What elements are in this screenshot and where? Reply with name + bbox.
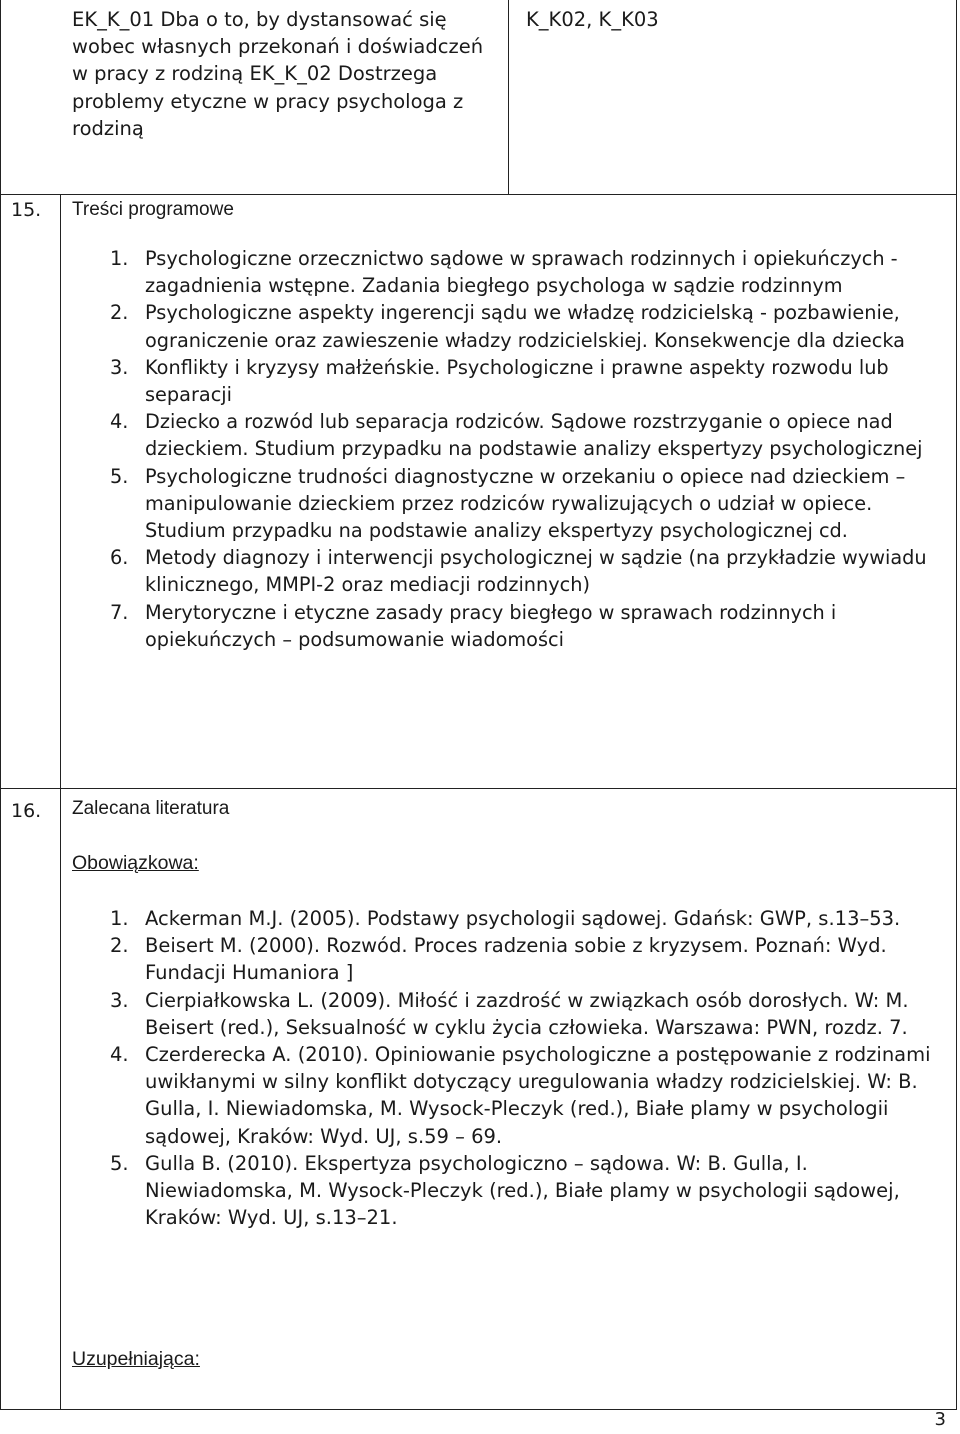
list-item [110, 987, 945, 1041]
list-item [110, 599, 940, 653]
list-item-number: 5. [110, 1151, 129, 1175]
list-item [110, 544, 940, 598]
list-item-number: 5. [110, 464, 129, 488]
list-item [110, 245, 940, 299]
list-item-number: 1. [110, 247, 129, 270]
table-row-divider-16 [0, 788, 957, 789]
table-border-bottom [0, 1409, 957, 1410]
list-item-number: 6. [110, 546, 129, 570]
table-border-left [0, 0, 1, 1410]
list-item [110, 408, 940, 462]
list-item-number: 1. [110, 907, 129, 930]
effect-codes-text: K_K02, K_K03 [526, 8, 659, 31]
list-item-text: Metody diagnozy i interwencji psychologicznej w sądzie (na przykładzie wywiadu klinicznego, MMPI-2 oraz mediacji rodzinnych) [145, 546, 927, 597]
page-number: 3 [934, 1409, 946, 1430]
list-item-number: 7. [110, 600, 129, 624]
list-item-number: 2. [110, 934, 129, 958]
table-border-right [956, 0, 957, 1410]
table-border-number-column [60, 195, 61, 1410]
list-item-text: Psychologiczne orzecznictwo sądowe w sprawach rodzinnych i opiekuńczych - zagadnienia wstępne. Zadania biegłego psychologa w sądzie rodzinnym [145, 247, 898, 298]
section-number-16: 16. [11, 800, 42, 822]
section-title-15: Treści programowe [72, 199, 234, 220]
table-border-codes-column [508, 0, 509, 195]
list-item-text: Beisert M. (2000). Rozwód. Proces radzenia sobie z kryzysem. Poznań: Wyd. Fundacji Humaniora ] [145, 934, 887, 985]
section-number-15: 15. [11, 199, 42, 221]
list-item [110, 932, 945, 986]
list-item-number: 3. [110, 355, 129, 379]
list-item-number: 4. [110, 410, 129, 434]
list-item-text: Dziecko a rozwód lub separacja rodziców. Sądowe rozstrzyganie o opiece nad dzieckiem. Studium przypadku na podstawie analizy ekspertyzy psychologicznej [145, 410, 923, 461]
supplementary-literature-label: Uzupełniająca: [72, 1348, 200, 1370]
list-item [110, 463, 940, 545]
list-item-text: Konflikty i kryzysy małżeńskie. Psychologiczne i prawne aspekty rozwodu lub separacji [145, 355, 889, 407]
learning-effects-text: EK_K_01 Dba o to, by dystansować się wobec własnych przekonań i doświadczeń w pracy z rodziną EK_K_02 Dostrzega problemy etyczne w pracy psychologa z rodziną [72, 8, 484, 140]
list-item-text: Psychologiczne trudności diagnostyczne w orzekaniu o opiece nad dzieckiem – manipulowanie dzieckiem przez rodziców rywalizujących o udział w opiece. Studium przypadku na podstawie analizy ekspertyzy psychologicznej cd. [145, 464, 906, 543]
list-item-text: Gulla B. (2010). Ekspertyza psychologiczno – sądowa. W: B. Gulla, I. Niewiadomska, M. Wysock-Pleczyk (red.), Białe plamy w psychologii sądowej, Kraków: Wyd. UJ, s.13–21. [145, 1151, 900, 1230]
table-row-divider-15 [0, 194, 957, 195]
required-literature-list [110, 905, 945, 1231]
section-title-16: Zalecana literatura [72, 798, 230, 819]
required-literature-label: Obowiązkowa: [72, 852, 199, 874]
list-item [110, 1150, 945, 1232]
list-item-text: Merytoryczne i etyczne zasady pracy biegłego w sprawach rodzinnych i opiekuńczych – podsumowanie wiadomości [145, 600, 837, 651]
program-content-list [110, 245, 940, 653]
list-item [110, 354, 940, 408]
list-item [110, 1041, 945, 1150]
list-item-number: 4. [110, 1043, 129, 1067]
list-item-text: Psychologiczne aspekty ingerencji sądu we władzę rodzicielską - pozbawienie, ograniczenie oraz zawieszenie władzy rodzicielskiej. Konsekwencje dla dziecka [145, 301, 905, 352]
list-item [110, 299, 940, 353]
list-item-number: 3. [110, 988, 129, 1012]
list-item-number: 2. [110, 301, 129, 325]
list-item-text: Ackerman M.J. (2005). Podstawy psychologii sądowej. Gdańsk: GWP, s.13–53. [145, 907, 901, 930]
list-item-text: Cierpiałkowska L. (2009). Miłość i zazdrość w związkach osób dorosłych. W: M. Beisert (red.), Seksualność w cyklu życia człowieka. Warszawa: PWN, rozdz. 7. [145, 988, 909, 1039]
list-item-text: Czerderecka A. (2010). Opiniowanie psychologiczne a postępowanie z rodzinami uwikłanymi w silny konflikt dotyczący uregulowania władzy rodzicielskiej. W: B. Gulla, I. Niewiadomska, M. Wysock-Pleczyk (red.), Białe plamy w psychologii sądowej, Kraków: Wyd. UJ, s.59 – 69. [145, 1043, 931, 1148]
list-item [110, 905, 945, 932]
